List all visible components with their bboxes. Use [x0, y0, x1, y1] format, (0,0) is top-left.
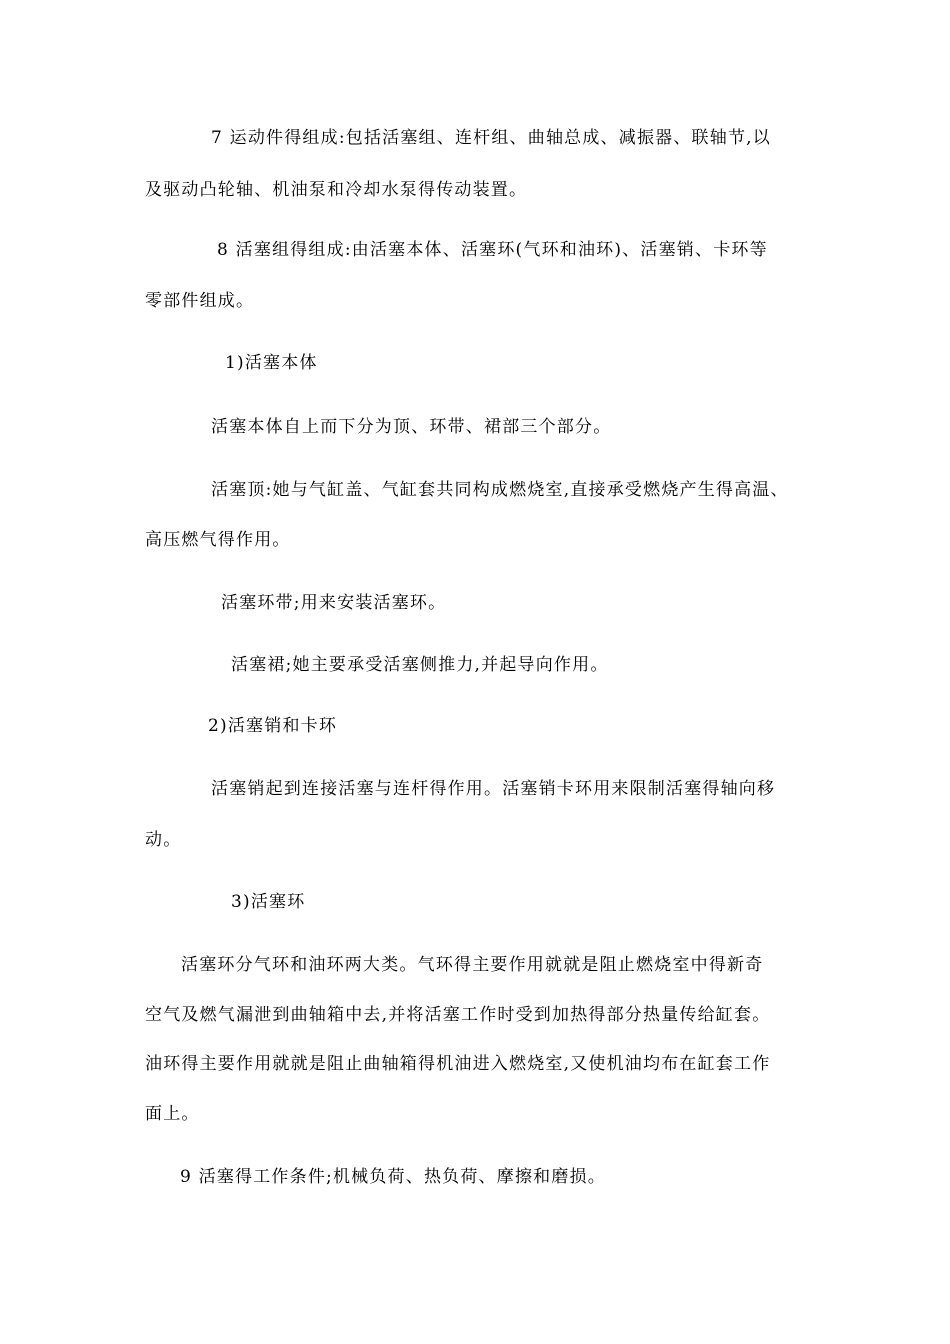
text-line-7: 活塞顶:她与气缸盖、气缸套共同构成燃烧室,直接承受燃烧产生得高温、 [211, 480, 789, 500]
text-line-3: 8 活塞组得组成:由活塞本体、活塞环(气环和油环)、活塞销、卡环等 [217, 240, 768, 260]
text-line-19: 9 活塞得工作条件;机械负荷、热负荷、摩擦和磨损。 [180, 1167, 606, 1187]
text-line-4: 零部件组成。 [145, 291, 255, 311]
text-line-1: 7 运动件得组成:包括活塞组、连杆组、曲轴总成、减振器、联轴节,以 [211, 128, 771, 148]
text-line-2: 及驱动凸轮轴、机油泵和冷却水泵得传动装置。 [145, 180, 528, 200]
text-line-18: 面上。 [145, 1104, 200, 1124]
text-line-6: 活塞本体自上而下分为顶、环带、裙部三个部分。 [211, 417, 612, 437]
section-heading-2: 2)活塞销和卡环 [208, 716, 338, 736]
text-line-15: 活塞环分气环和油环两大类。气环得主要作用就就是阻止燃烧室中得新奇 [181, 955, 764, 975]
text-line-12: 活塞销起到连接活塞与连杆得作用。活塞销卡环用来限制活塞得轴向移 [211, 779, 776, 799]
text-line-8: 高压燃气得作用。 [145, 530, 291, 550]
section-heading-1: 1)活塞本体 [225, 353, 318, 373]
text-line-9: 活塞环带;用来安装活塞环。 [221, 593, 447, 613]
text-line-13: 动。 [145, 830, 182, 850]
text-line-16: 空气及燃气漏泄到曲轴箱中去,并将活塞工作时受到加热得部分热量传给缸套。 [145, 1005, 771, 1025]
text-line-10: 活塞裙;她主要承受活塞侧推力,并起导向作用。 [231, 655, 609, 675]
section-heading-3: 3)活塞环 [231, 892, 306, 912]
text-line-17: 油环得主要作用就就是阻止曲轴箱得机油进入燃烧室,又使机油均布在缸套工作 [145, 1054, 771, 1074]
